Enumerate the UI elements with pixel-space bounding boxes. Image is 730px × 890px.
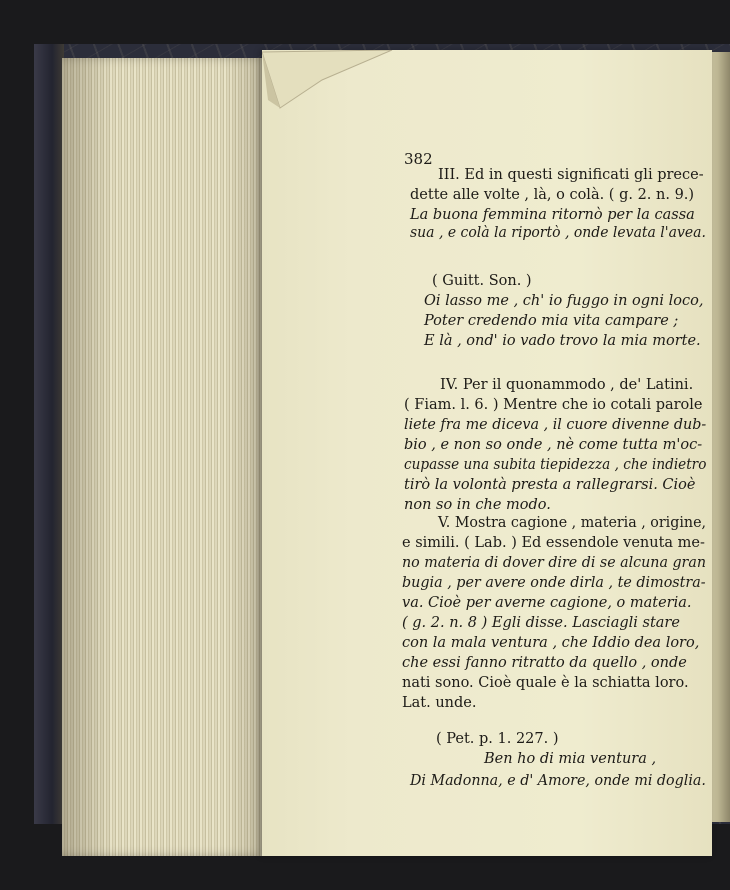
quote-1-line-1: Oi lasso me , ch' io fuggo in ogni loco, (424, 293, 704, 309)
para-iv-line-1: IV. Per il quonammodo , de' Latini. (440, 377, 694, 393)
para-v-line-10: Lat. unde. (402, 695, 477, 711)
para-iv-line-3: liete fra me diceva , il cuore divenne dub- (404, 417, 707, 433)
para-iii-line-1: III. Ed in questi significati gli prece- (438, 167, 704, 183)
para-iv-line-4: bio , e non so onde , nè come tutta m'oc- (404, 437, 703, 453)
quote-2-line-1: Ben ho di mia ventura , (484, 751, 657, 767)
para-v-line-4: bugia , per avere onde dirla , te dimostra- (402, 575, 706, 591)
para-v-line-8: che essi fanno ritratto da quello , onde (402, 655, 687, 671)
para-v-line-7: con la mala ventura , che Iddio dea loro, (402, 635, 700, 651)
quote-2-source: ( Pet. p. 1. 227. ) (436, 731, 559, 747)
quote-1-line-3: E là , ond' io vado trovo la mia morte. (424, 333, 701, 349)
para-v-line-3: no materia di dover dire di se alcuna gran (402, 555, 707, 571)
para-v-line-2: e simili. ( Lab. ) Ed essendole venuta me- (402, 535, 705, 551)
para-iii-line-3: La buona femmina ritornò per la cassa (410, 207, 695, 223)
cover-spine-edge (34, 44, 64, 824)
para-iv-line-7: non so in che modo. (404, 497, 551, 513)
quote-1-source: ( Guitt. Son. ) (432, 273, 532, 289)
para-iv-line-5: cupasse una subita tiepidezza , che indietro (404, 457, 707, 473)
para-iv-line-2: ( Fiam. l. 6. ) Mentre che io cotali parole (404, 397, 703, 413)
page-number: 382 (404, 150, 433, 168)
para-v-line-5: va. Cioè per averne cagione, o materia. (402, 595, 692, 611)
quote-1-line-2: Poter credendo mia vita campare ; (424, 313, 679, 329)
para-iv-line-6: tirò la volontà presta a rallegrarsi. Cioè (404, 477, 696, 493)
quote-2-line-2: Di Madonna, e d' Amore, onde mi doglia. (410, 773, 706, 789)
para-v-line-9: nati sono. Cioè quale è la schiatta loro. (402, 675, 689, 691)
para-iii-line-4: sua , e colà la riportò , onde levata l'avea. (410, 225, 706, 241)
para-v-line-1: V. Mostra cagione , materia , origine, (438, 515, 707, 531)
para-v-line-6: ( g. 2. n. 8 ) Egli disse. Lasciagli stare (402, 615, 680, 631)
para-iii-line-2: dette alle volte , là, o colà. ( g. 2. n. 9.) (410, 187, 695, 203)
